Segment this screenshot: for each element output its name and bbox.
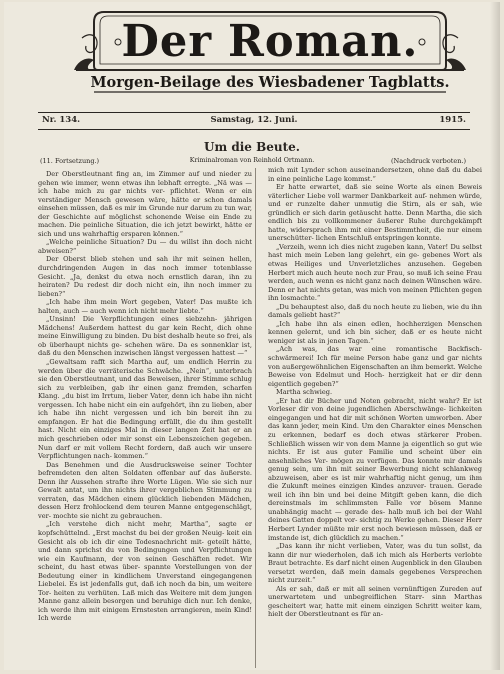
column-divider: [255, 168, 256, 668]
paragraph: „Ich verstehe dich nicht mehr, Martha“, sagte er kopfschüttelnd. „Erst machst du bei der großen Neuig- keit ein Gesicht als ob ich dir eine Todesnachricht mit- geteilt hätte, und dann sprichst du von Bedingungen und Verpflichtungen wie ein Kaufmann, der von seinen Geschäften redet. Wir scheint, du hast etwas über- spannte Vorstellungen von der Bedeutung einer in kindlichem Unverstand eingegangenen Liebelei. Es ist jedenfalls gut, daß ich noch da bin, um weitere Tor- heiten zu verhüten. Laß mich das Weitere mit dem jungen Manne ganz allein besorgen und beruhige dich nur. Ich denke, ich werde ihm mit einigem Ernstesten arrangieren, mein Kind! Ich werde: [38, 520, 252, 623]
paragraph: „Ich habe ihm mein Wort gegeben, Vater! Das mußte ich halten, auch — auch wenn ich nicht mehr liebte.“: [38, 298, 252, 315]
paragraph: „Unsinn! Die Verpflichtungen eines siebzehn- jährigen Mädchens! Außerdem hattest du gar kein Recht, dich ohne meine Einwilligung zu binden. Du bist deshalb heute so frei, als ob überhaupt nichts ge- schehen wäre. Da es sonnenklar ist, daß du den Menschen inzwischen längst vergessen hattest —“: [38, 315, 252, 358]
genre-author-line: Kriminalroman von Reinhold Ortmann.: [189, 157, 315, 164]
paragraph: „Welche peinliche Situation? Du — du willst ihn doch nicht abweisen?“: [38, 238, 252, 255]
left-column: [38, 170, 252, 670]
paragraph: Martha schwieg.: [276, 388, 333, 397]
issue-number: Nr. 134.: [42, 115, 81, 125]
paragraph: Der Oberst blieb stehen und sah ihr mit seinen hellen, durchdringenden Augen in das noch immer totenblasse Gesicht. „Ja, denkst du etwa noch ernstlich daran, ihn zu heiraten? Du redest dir doch nicht ein, ihn noch immer zu lieben?“: [38, 255, 252, 298]
paragraph: Er hatte erwartet, daß sie seine Worte als einen Beweis väterlicher Liebe voll warmer Dankbarkeit auf- nehmen würde, und er runzelte daher unmutig die Stirn, als er sah, wie gründlich er sich darin getäuscht hatte. Denn Martha, die sich endlich bis zu vollkommener äußerer Ruhe durchgekämpft hatte, widersprach ihm mit einer Bestimmtheit, die nur einem unerschütter- lichen Entschluß entspringen konnte.: [268, 183, 482, 243]
newspaper-subtitle: Morgen-Beilage des Wiesbadener Tagblatts.: [90, 74, 450, 91]
paragraph: „Du behauptest also, daß du noch heute zu lieben, wie du ihn damals geliebt hast?“: [268, 302, 482, 320]
newspaper-title: Der Roman.: [121, 16, 419, 67]
issue-year: 1915.: [439, 115, 466, 125]
paragraph: „Er hat dir Bücher und Noten gebracht, nicht wahr? Er ist Vorleser dir von deine jugendlichen Aberschwänge- lichkeiten eingegangen und hat dir mit schönen Worten umworben. Aber das kann jeder, mein Kind. Um den Charakter eines Menschen zu erkennen, bedarf es doch etwas stärkerer Proben. Schließlich wissen wir von dem Manne ja eigentlich so gut wie nichts. Er ist aus guter Familie und scheint über ein ansehnliches Ver- mögen zu verfügen. Das konnte mir damals genug sein, um ihn mit seiner Bewerbung nicht schlankweg abzuweisen, aber es ist mir wahrhaftig nicht genug, um ihm die Zukunft meines einzigen Kindes anzuver- trauen. Gerade weil ich ihn bin und bei deine Mitgift geben kann, die dich dereinstmals im schlimmsten Falle vor bösem Manne unabhängig macht — gerade des- halb muß ich bei der Wahl deines Gatten doppelt vor- sichtig zu Werke gehen. Dieser Herr Herbert Lynder müßte mir erst noch bewiesen müssen, daß er imstande ist, dich glücklich zu machen.“: [268, 396, 482, 542]
rights-note: (Nachdruck verboten.): [391, 157, 466, 165]
continuation-note: (11. Fortsetzung.): [40, 157, 100, 165]
masthead: [74, 8, 466, 96]
paragraph: „Ach was, das war eine romantische Backfisch- schwärmerei! Ich für meine Person habe ganz und gar nichts von außergewöhnlichen Eigenschaften an ihm bemerkt. Welche Beweise von Edelmut und Hoch- herzigkeit hat er dir denn eigentlich gegeben?“: [268, 345, 482, 388]
issue-date: Samstag, 12. Juni.: [210, 115, 298, 125]
paragraph: Als er sah, daß er mit all seinen vernünftigen Zureden auf unerwartetem und unbegreiflichen Starr- sinn Marthas gescheitert war, hatte mit einem einzigen Schritt weiter kam, hielt der Oberstleutnant es für an-: [268, 584, 482, 619]
paragraph: „Gewaltsam rafft sich Martha auf, um endlich Herrin zu werden über die verräterische Schwäche. „Nein“, unterbrach sie den Oberstleutnant, und das Beweisen, ihrer Stimme schlug sich zu verbleiben, gab ihr einen ganz fremden, scharfen Klang. „du bist im Irrtum, lieber Vater, denn ich habe ihn nicht vergessen. Ich habe nicht ein ein aufgehört, ihn zu lieben, aber ich habe ihn nicht vergessen und ich bin bereit ihn zu empfangen. Er hat die Bedingung erfüllt, die du ihm gestellt hast. Nicht ein einziges Mal in dieser langen Zeit hat er an mich geschrieben oder mir sonst ein Lebenszeichen gegeben. Nun darf er mit vollem Recht fordern, daß auch wir unsere Verpflichtungen nach- kommen.“: [38, 358, 252, 461]
newspaper-page: [4, 2, 500, 670]
paragraph: mich mit Lynder schon auseinandersetzen, ohne daß du dabei in eine peinliche Lage kommst.“: [268, 166, 482, 183]
paragraph: „Ich habe ihn als einen edlen, hochherzigen Menschen kennen gelernt, und ich bin sicher, daß er es heute nicht weniger ist als in jenen Tagen.“: [268, 319, 482, 345]
right-column: [268, 166, 482, 670]
paragraph: „Verzeih, wenn ich dies nicht zugeben kann, Vater! Du selbst hast mich mein Leben lang gelehrt, ein ge- gebenes Wort als etwas Heiliges und Unverletzliches anzusehen. Gegeben Herbert mich auch heute noch zur Frau, so muß ich seine Frau werden, auch wenn es nicht ganz nach deinen Wünschen wäre. Denn er hat nichts getan, was mich von meinen Pflichten gegen ihn losmachte.“: [268, 242, 482, 303]
paragraph: Der Oberstleutnant fing an, im Zimmer auf und nieder zu gehen wie immer, wenn etwas ihn lebhaft erregte. „Nä was — ich habe mich zu gar nichts ver- pflichtet. Wenn er ein verständiger Mensch gewesen wäre, hätte er schon damals einsehen müssen, daß es mir im Grunde nur darum zu tun war, der Geschichte auf möglichst schonende Weise ein Ende zu machen. Die peinliche Situation, die ich jetzt bewirkt, hätte er sich und uns wahrhaftig ersparen können.“: [38, 170, 252, 238]
paragraph: Das Benehmen und die Ausdrucksweise seiner Tochter befremdeten den alten Soldaten offenbar auf das äußerste. Denn ihr Aussehen strafte ihre Worte Lügen. Wie sie sich nur Gewalt antat, um ihn nichts ihrer vergeblichen Stimmung zu verraten, das Mädchen einem glücklich liebenden Mädchen, dessen Herz frohlockend dem teuren Manne entgegenschlägt, ver- mochte sie nicht zu gebrauchen.: [38, 460, 252, 520]
page-edge-shadow: [490, 2, 500, 670]
article-title: Um die Beute.: [204, 140, 300, 154]
dateline: [38, 112, 470, 130]
paragraph: „Das kann ihr nicht verlieben, Vater, was du tun sollst, da kann dir nur wiederholen, daß ich mich als Herberts verlobte Braut betrachte. Es darf nicht einen Augenblick in den Glauben versetzt werden, daß mein damals gegebenes Versprechen nicht zurzeit.“: [268, 542, 482, 585]
